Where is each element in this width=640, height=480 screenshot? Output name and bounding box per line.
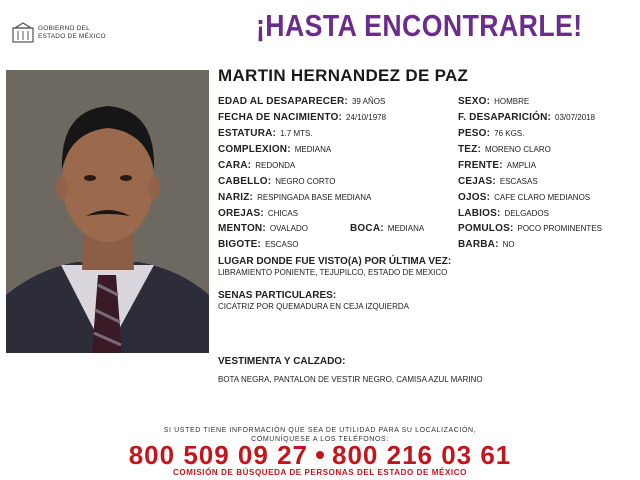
field-label: SEXO: bbox=[458, 96, 491, 107]
field-fecha-nacimiento bbox=[218, 112, 386, 123]
info-line-2: COMUNÍQUESE A LOS TELÉFONOS: bbox=[251, 436, 389, 443]
field-value: HOMBRE bbox=[494, 97, 530, 106]
logo-line-1: GOBIERNO DEL bbox=[38, 25, 90, 32]
field-label: LABIOS: bbox=[458, 208, 501, 219]
field-cejas bbox=[458, 176, 538, 187]
field-label: OJOS: bbox=[458, 192, 491, 203]
field-value: AMPLIA bbox=[506, 161, 537, 170]
field-label: OREJAS: bbox=[218, 208, 264, 219]
field-label: F. DESAPARICIÓN: bbox=[458, 112, 552, 123]
phone-2[interactable]: 800 216 03 61 bbox=[332, 440, 512, 470]
field-label: POMULOS: bbox=[458, 223, 514, 234]
field-label: CARA: bbox=[218, 160, 252, 171]
field-label: BIGOTE: bbox=[218, 239, 262, 250]
field-pomulos bbox=[458, 223, 602, 234]
field-value: MORENO CLARO bbox=[485, 145, 551, 154]
marks-label: SENAS PARTICULARES: bbox=[218, 290, 337, 301]
field-cabello bbox=[218, 176, 335, 187]
field-peso bbox=[458, 128, 524, 139]
field-value: REDONDA bbox=[255, 161, 296, 170]
clothing-label: VESTIMENTA Y CALZADO: bbox=[218, 356, 346, 367]
field-value: 1.7 MTS. bbox=[280, 129, 313, 138]
field-value: POCO PROMINENTES bbox=[517, 224, 602, 233]
field-label: MENTON: bbox=[218, 223, 266, 234]
field-boca bbox=[350, 223, 424, 234]
field-value: DELGADOS bbox=[504, 209, 549, 218]
last-seen-label: LUGAR DONDE FUE VISTO(A) POR ÚLTIMA VEZ: bbox=[218, 256, 452, 267]
field-value: ESCASAS bbox=[499, 177, 538, 186]
field-orejas bbox=[218, 208, 298, 219]
field-label: FECHA DE NACIMIENTO: bbox=[218, 112, 342, 123]
field-value: OVALADO bbox=[269, 224, 308, 233]
field-value: ESCASO bbox=[265, 240, 299, 249]
field-value: 39 AÑOS bbox=[351, 97, 386, 106]
field-fecha-desaparicion bbox=[458, 112, 595, 123]
field-ojos bbox=[458, 192, 590, 203]
field-menton bbox=[218, 223, 308, 234]
field-barba bbox=[458, 239, 515, 250]
field-label: NARIZ: bbox=[218, 192, 254, 203]
field-sexo bbox=[458, 96, 529, 107]
field-tez bbox=[458, 144, 551, 155]
field-complexion bbox=[218, 144, 331, 155]
field-bigote bbox=[218, 239, 298, 250]
field-value: 24/10/1978 bbox=[346, 113, 387, 122]
field-value: 03/07/2018 bbox=[555, 113, 596, 122]
field-label: FRENTE: bbox=[458, 160, 503, 171]
last-seen-value: LIBRAMIENTO PONIENTE, TEJUPILCO, ESTADO DE MEXICO bbox=[218, 268, 448, 277]
phone-numbers bbox=[0, 440, 640, 471]
field-label: BOCA: bbox=[350, 223, 384, 234]
field-value: CAFE CLARO MEDIANOS bbox=[494, 193, 591, 202]
field-edad bbox=[218, 96, 385, 107]
field-value: NEGRO CORTO bbox=[275, 177, 336, 186]
state-emblem-icon bbox=[12, 22, 34, 44]
field-value: NO bbox=[502, 240, 515, 249]
field-label: ESTATURA: bbox=[218, 128, 277, 139]
field-estatura bbox=[218, 128, 313, 139]
field-label: EDAD AL DESAPARECER: bbox=[218, 96, 348, 107]
portrait-illustration bbox=[6, 70, 209, 353]
logo-line-2: ESTADO DE MÉXICO bbox=[38, 33, 106, 40]
field-nariz bbox=[218, 192, 371, 203]
bullet-separator bbox=[316, 451, 324, 459]
field-label: COMPLEXION: bbox=[218, 144, 291, 155]
field-value: MEDIANA bbox=[387, 224, 425, 233]
clothing-value: BOTA NEGRA, PANTALON DE VESTIR NEGRO, CAMISA AZUL MARINO bbox=[218, 375, 483, 384]
field-value: CHICAS bbox=[267, 209, 299, 218]
field-labios bbox=[458, 208, 549, 219]
field-value: RESPINGADA BASE MEDIANA bbox=[257, 193, 372, 202]
field-frente bbox=[458, 160, 536, 171]
person-photo bbox=[6, 70, 209, 353]
field-cara bbox=[218, 160, 295, 171]
marks-value: CICATRIZ POR QUEMADURA EN CEJA IZQUIERDA bbox=[218, 302, 409, 311]
field-label: BARBA: bbox=[458, 239, 499, 250]
field-label: TEZ: bbox=[458, 144, 482, 155]
field-label: PESO: bbox=[458, 128, 491, 139]
field-value: 76 KGS. bbox=[494, 129, 525, 138]
government-logo bbox=[12, 22, 132, 44]
field-label: CABELLO: bbox=[218, 176, 272, 187]
commission-name: COMISIÓN DE BÚSQUEDA DE PERSONAS DEL ESTADO DE MÉXICO bbox=[173, 468, 467, 477]
page-banner: ¡HASTA ENCONTRARLE! bbox=[256, 8, 583, 43]
logo-text bbox=[38, 25, 106, 41]
phone-1[interactable]: 800 509 09 27 bbox=[128, 440, 308, 470]
field-value: MEDIANA bbox=[294, 145, 332, 154]
info-line-1: SI USTED TIENE INFORMACIÓN QUE SEA DE UTILIDAD PARA SU LOCALIZACIÓN, bbox=[163, 427, 477, 434]
field-label: CEJAS: bbox=[458, 176, 496, 187]
person-name: MARTIN HERNANDEZ DE PAZ bbox=[218, 66, 469, 85]
